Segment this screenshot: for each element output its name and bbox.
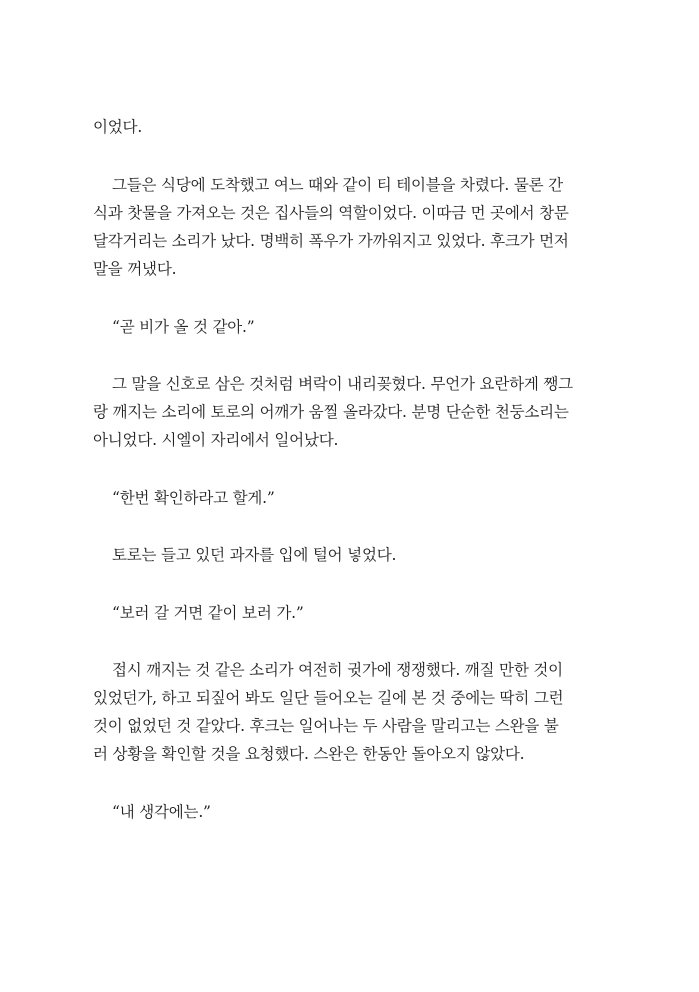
- text-line: 아니었다. 시엘이 자리에서 일어났다.: [93, 431, 339, 449]
- text-line: 말을 꺼냈다.: [93, 260, 177, 278]
- dialogue-line: “내 생각에는.”: [112, 803, 211, 821]
- dialogue-line: “보러 갈 거면 같이 보러 가.”: [112, 604, 304, 622]
- text-line: 있었던가, 하고 되짚어 봐도 일단 들어오는 길에 본 것 중에는 딱히 그런: [93, 689, 564, 707]
- text-line: 토로는 들고 있던 과자를 입에 털어 넣었다.: [112, 546, 397, 564]
- dialogue-line: “한번 확인하라고 할게.”: [112, 489, 275, 507]
- dialogue-line: “곧 비가 올 것 같아.”: [112, 318, 255, 336]
- text-line: 그 말을 신호로 삼은 것처럼 벼락이 내리꽂혔다. 무언가 요란하게 쨍그: [112, 375, 573, 393]
- text-line: 러 상황을 확인할 것을 요청했다. 스완은 한동안 돌아오지 않았다.: [93, 745, 525, 763]
- text-line: 것이 없었던 것 같았다. 후크는 일어나는 두 사람을 말리고는 스완을 불: [93, 717, 559, 735]
- text-line: 식과 찻물을 가져오는 것은 집사들의 역할이었다. 이따금 먼 곳에서 창문: [93, 204, 569, 222]
- text-line: 접시 깨지는 것 같은 소리가 여전히 귓가에 쟁쟁했다. 깨질 만한 것이: [112, 661, 563, 679]
- text-line: 달각거리는 소리가 났다. 명백히 폭우가 가까워지고 있었다. 후크가 먼저: [93, 232, 569, 250]
- text-line: 이었다.: [93, 118, 143, 136]
- text-line: 랑 깨지는 소리에 토로의 어깨가 움찔 올라갔다. 분명 단순한 천둥소리는: [93, 403, 569, 421]
- text-line: 그들은 식당에 도착했고 여느 때와 같이 티 테이블을 차렸다. 물론 간: [112, 176, 563, 194]
